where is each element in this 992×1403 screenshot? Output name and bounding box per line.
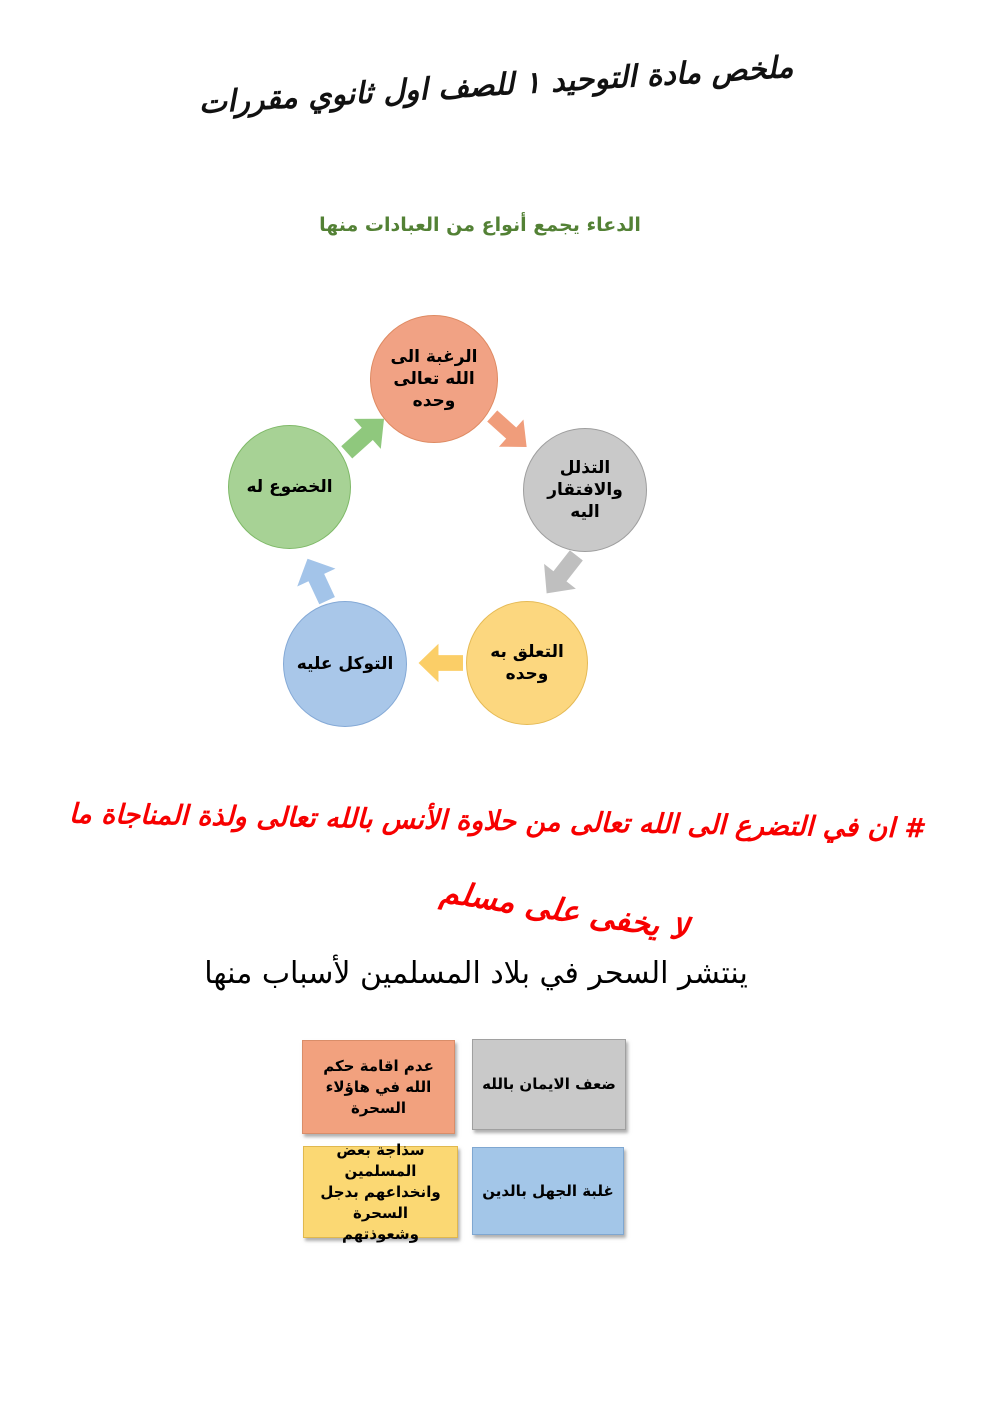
reason-box-naivety-label: سذاجة بعض المسلمين وانخداعهم بدجل السحرة وشعوذتهم [320,1140,441,1243]
cycle-node-submission [228,425,351,549]
document-title: ملخص مادة التوحيد ١ للصف اول ثانوي مقررات [197,49,795,122]
reason-box-weak-faith-label: ضعف الايمان بالله [482,1075,616,1093]
worship-cycle-diagram [228,315,648,728]
cycle-node-humility-label: التذلل والافتقار اليه [547,457,623,523]
dua-heading: الدعاء يجمع أنواع من العبادات منها [319,214,641,236]
reason-box-ignorance-label: غلبة الجهل بالدين [482,1181,614,1200]
reason-box-no-ruling [302,1040,455,1134]
reason-box-ignorance [472,1147,624,1235]
cycle-arrow-icon-attachment-to-reliance [417,642,463,684]
quote-line-2: لا يخفى على مسلم [437,873,691,949]
quote-line-1: # ان في التضرع الى الله تعالى من حلاوة الأنس بالله تعالى ولذة المناجاة ما [68,798,924,845]
cycle-node-attachment-label: التعلق به وحده [490,641,564,684]
cycle-node-attachment [466,601,588,725]
cycle-node-submission-label: الخضوع له [246,476,333,497]
reason-box-no-ruling-label: عدم اقامة حكم الله في هاؤلاء السحرة [323,1056,434,1117]
cycle-node-reliance [283,601,407,727]
magic-heading: ينتشر السحر في بلاد المسلمين لأسباب منها [204,956,748,991]
cycle-node-reliance-label: التوكل عليه [296,653,394,674]
cycle-node-desire-label: الرغبة الى الله تعالى وحده [390,346,478,412]
reason-box-weak-faith [472,1039,626,1130]
cycle-node-humility [523,428,647,552]
reason-box-naivety [303,1140,458,1243]
